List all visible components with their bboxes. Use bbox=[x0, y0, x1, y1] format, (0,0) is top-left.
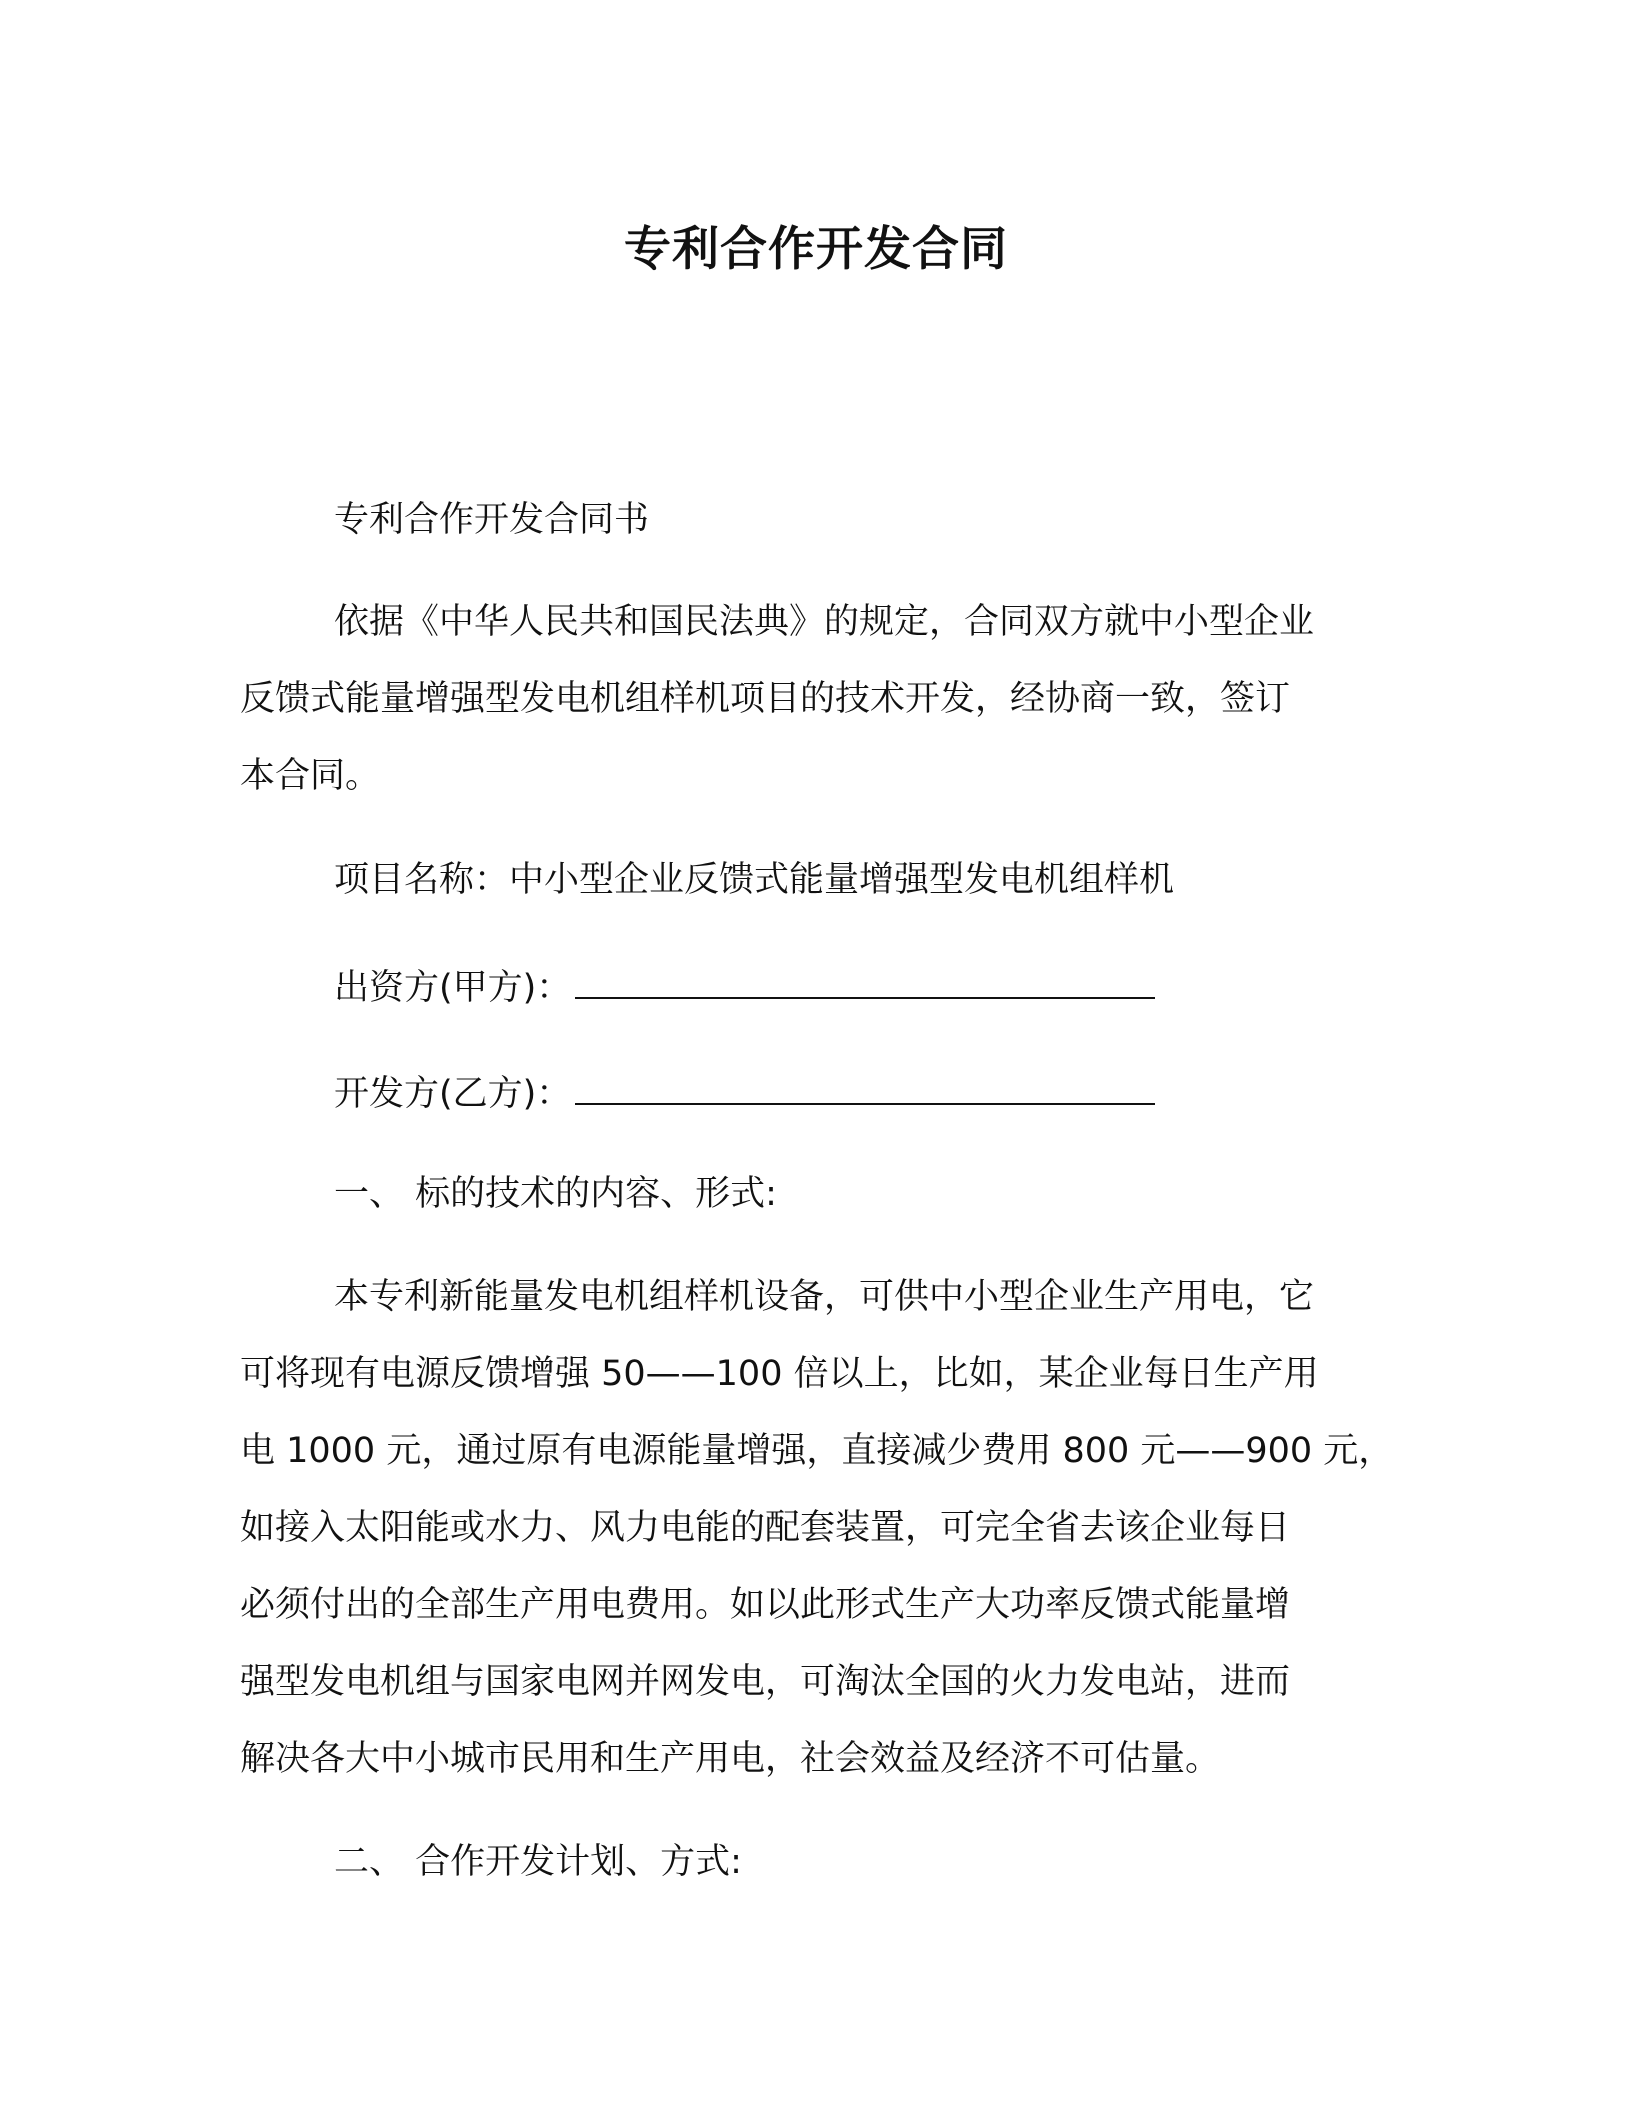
section-2-heading: 二、 合作开发计划、方式: bbox=[334, 1842, 742, 1882]
section-1-line-6: 强型发电机组与国家电网并网发电，可淘汰全国的火力发电站，进而 bbox=[240, 1662, 1291, 1702]
section-1-heading: 一、 标的技术的内容、形式: bbox=[334, 1174, 777, 1214]
intro-line-1: 依据《中华人民共和国民法典》的规定，合同双方就中小型企业 bbox=[334, 602, 1315, 642]
intro-line-3: 本合同。 bbox=[240, 756, 381, 796]
party-a-label: 出资方(甲方)： bbox=[334, 968, 572, 1008]
party-b-label: 开发方(乙方)： bbox=[334, 1074, 572, 1114]
party-a-blank bbox=[575, 967, 1155, 999]
document-subtitle: 专利合作开发合同书 bbox=[334, 500, 650, 540]
project-name: 项目名称：中小型企业反馈式能量增强型发电机组样机 bbox=[334, 860, 1175, 900]
party-b-blank bbox=[575, 1073, 1155, 1105]
section-1-line-3: 电 1000 元，通过原有电源能量增强，直接减少费用 800 元——900 元， bbox=[240, 1431, 1394, 1471]
section-1-line-1: 本专利新能量发电机组样机设备，可供中小型企业生产用电，它 bbox=[334, 1277, 1315, 1317]
section-1-line-2: 可将现有电源反馈增强 50——100 倍以上，比如，某企业每日生产用 bbox=[240, 1354, 1319, 1394]
intro-line-2: 反馈式能量增强型发电机组样机项目的技术开发，经协商一致，签订 bbox=[240, 679, 1291, 719]
section-1-line-7: 解决各大中小城市民用和生产用电，社会效益及经济不可估量。 bbox=[240, 1739, 1221, 1779]
section-1-line-5: 必须付出的全部生产用电费用。如以此形式生产大功率反馈式能量增 bbox=[240, 1585, 1291, 1625]
party-b-line bbox=[334, 1072, 1155, 1116]
party-a-line bbox=[334, 966, 1155, 1010]
document-title: 专利合作开发合同 bbox=[624, 222, 1008, 277]
section-1-line-4: 如接入太阳能或水力、风力电能的配套装置，可完全省去该企业每日 bbox=[240, 1508, 1291, 1548]
